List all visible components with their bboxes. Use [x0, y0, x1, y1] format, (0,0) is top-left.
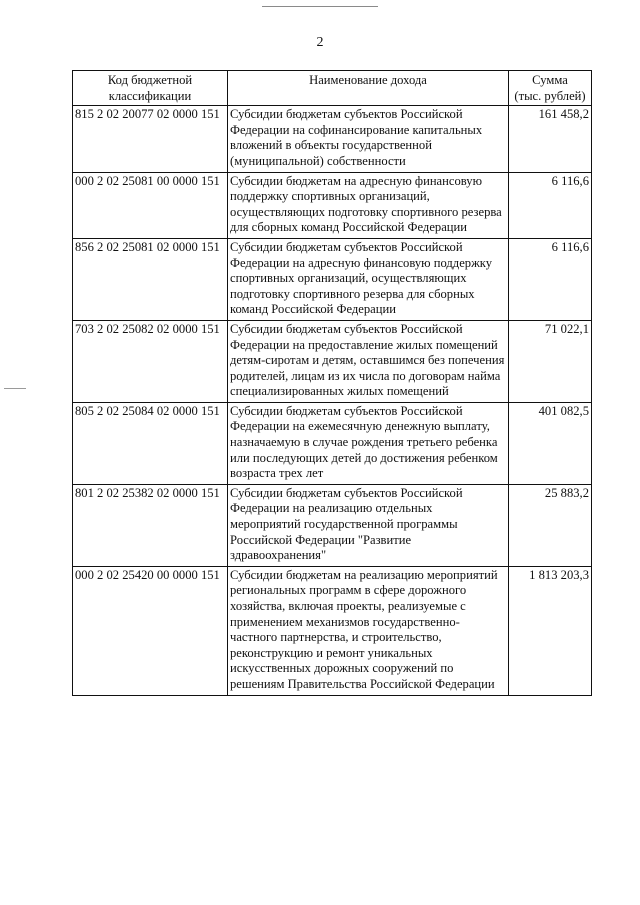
header-code-line-2: классификации [108, 88, 192, 103]
table-row [73, 402, 592, 484]
table-row [73, 106, 592, 172]
row-name: Субсидии бюджетам субъектов Российской Федерации на реализацию отдельных мероприятий государственной программы Российской Федерации "Развитие здравоохранения" [228, 484, 509, 566]
row-code: 000 2 02 25420 00 0000 151 [73, 566, 228, 695]
row-code: 856 2 02 25081 02 0000 151 [73, 238, 228, 320]
margin-mark [4, 388, 26, 389]
row-amount: 71 022,1 [509, 320, 592, 402]
row-code: 703 2 02 25082 02 0000 151 [73, 320, 228, 402]
row-code: 801 2 02 25382 02 0000 151 [73, 484, 228, 566]
header-amount [509, 71, 592, 106]
row-amount: 1 813 203,3 [509, 566, 592, 695]
row-code: 815 2 02 20077 02 0000 151 [73, 106, 228, 172]
table-header-row [73, 71, 592, 106]
row-amount: 6 116,6 [509, 172, 592, 238]
row-name: Субсидии бюджетам на реализацию мероприятий региональных программ в сфере дорожного хозяйства, включая проекты, реализуемые с применением механизмов государственно-частного партнерства, и строительство, реконструкцию и ремонт уникальных искусственных дорожных сооружений по решениям Правительства Российской Федерации [228, 566, 509, 695]
header-amount-line-2: (тыс. рублей) [514, 88, 586, 103]
header-amount-line-1: Сумма [532, 73, 568, 87]
budget-table [72, 70, 592, 696]
row-code: 805 2 02 25084 02 0000 151 [73, 402, 228, 484]
page-number: 2 [316, 35, 324, 50]
row-code: 000 2 02 25081 00 0000 151 [73, 172, 228, 238]
header-code [73, 71, 228, 106]
row-amount: 161 458,2 [509, 106, 592, 172]
table-row [73, 566, 592, 695]
row-amount: 401 082,5 [509, 402, 592, 484]
table-row [73, 320, 592, 402]
row-name: Субсидии бюджетам субъектов Российской Федерации на предоставление жилых помещений детям-сиротам и детям, оставшимся без попечения родителей, лицам из их числа по договорам найма специализированных жилых помещений [228, 320, 509, 402]
row-name: Субсидии бюджетам субъектов Российской Федерации на ежемесячную денежную выплату, назначаемую в случае рождения третьего ребенка или последующих детей до достижения ребенком возраста трех лет [228, 402, 509, 484]
table-row [73, 172, 592, 238]
table-row [73, 238, 592, 320]
row-name: Субсидии бюджетам субъектов Российской Федерации на адресную финансовую поддержку спортивных организаций, осуществляющих подготовку спортивного резерва для сборных команд Российской Федерации [228, 238, 509, 320]
row-name: Субсидии бюджетам на адресную финансовую поддержку спортивных организаций, осуществляющих подготовку спортивного резерва для сборных команд Российской Федерации [228, 172, 509, 238]
header-name: Наименование дохода [228, 71, 509, 106]
row-name: Субсидии бюджетам субъектов Российской Федерации на софинансирование капитальных вложений в объекты государственной (муниципальной) собственности [228, 106, 509, 172]
table-row [73, 484, 592, 566]
row-amount: 25 883,2 [509, 484, 592, 566]
row-amount: 6 116,6 [509, 238, 592, 320]
header-code-line-1: Код бюджетной [107, 73, 193, 87]
top-rule [262, 6, 378, 7]
